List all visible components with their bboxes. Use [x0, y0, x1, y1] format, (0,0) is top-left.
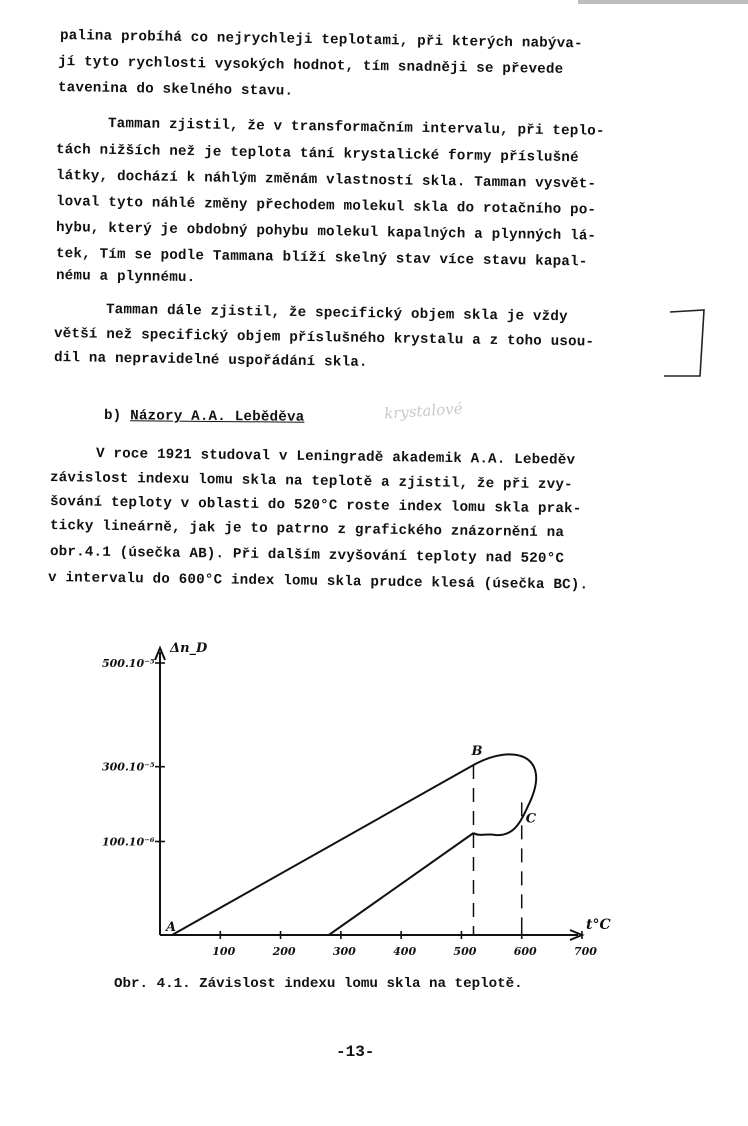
text-line: ticky lineárně, jak je to patrno z grafického znázornění na [49, 518, 565, 542]
refractive-index-chart [0, 630, 748, 970]
x-tick-label: 700 [574, 945, 597, 958]
text-line: šování teploty v oblasti do 520°C roste index lomu skla prak- [49, 494, 582, 518]
text-line: dil na nepravidelné uspořádání skla. [53, 350, 368, 371]
heading-title: Názory A.A. Leběděva [130, 408, 305, 426]
text-line: jí tyto rychlosti vysokých hodnot, tím snadněji se převede [57, 54, 564, 78]
x-tick-label: 200 [272, 945, 296, 958]
page-number: -13- [336, 1043, 375, 1061]
y-axis-title: Δn_D [170, 641, 208, 656]
text-line: tek, Tím se podle Tammana blíží skelný stav více stavu kapal- [55, 246, 588, 271]
x-tick-label: 300 [332, 945, 356, 958]
y-tick-label: 500.10⁻⁵ [102, 657, 155, 670]
x-tick-label: 500 [453, 945, 477, 958]
series-lower-line [329, 833, 474, 935]
text-line: tavenina do skelného stavu. [57, 80, 294, 100]
x-tick-label: 100 [212, 945, 236, 958]
text-line: V roce 1921 studoval v Leningradě akademik A.A. Lebeděv [95, 446, 576, 469]
point-label-a: A [166, 920, 177, 935]
text-line: v intervalu do 600°C index lomu skla prudce klesá (úsečka BC). [47, 570, 589, 594]
handwritten-note: krystalové [383, 399, 464, 423]
text-line: Tamman dále zjistil, že specifický objem skla je vždy [105, 302, 568, 326]
point-label-c: C [525, 811, 537, 827]
text-line: větší než specifický objem příslušného krystalu a z toho usou- [53, 326, 595, 351]
x-tick-label: 400 [393, 945, 417, 958]
text-line: závislost indexu lomu skla na teplotě a zjistil, že při zvy- [49, 470, 573, 494]
text-line: obr.4.1 (úsečka AB). Při dalším zvyšování teploty nad 520°C [49, 544, 565, 568]
text-line: Tamman zjistil, že v transformačním intervalu, při teplo- [107, 116, 605, 140]
text-line: nému a plynnému. [55, 268, 196, 287]
heading-prefix: b) [103, 408, 131, 425]
point-label-b: B [471, 744, 483, 759]
y-tick-label: 300.10⁻⁵ [102, 760, 155, 774]
y-tick-label: 100.10⁻⁶ [102, 835, 155, 849]
figure-caption: Obr. 4.1. Závislost indexu lomu skla na teplotě. [114, 976, 523, 992]
x-axis-title: t°C [586, 917, 611, 933]
text-line: tách nižších než je teplota tání krystalické formy příslušné [55, 142, 579, 167]
scan-edge-mark [578, 0, 748, 4]
x-tick-label: 600 [513, 945, 537, 958]
text-line: palina probíhá co nejrychleji teplotami, při kterých nabýva- [59, 28, 583, 53]
section-heading [104, 408, 305, 426]
margin-bracket [660, 306, 720, 382]
series-ab-line [172, 765, 473, 935]
text-line: hybu, který je obdobný pohybu molekul kapalných a plynných lá- [55, 220, 597, 245]
text-line: látky, dochází k náhlým změnám vlastností skla. Tamman vysvět- [55, 168, 597, 193]
text-line: loval tyto náhlé změny přechodem molekul skla do rotačního po- [55, 194, 597, 219]
